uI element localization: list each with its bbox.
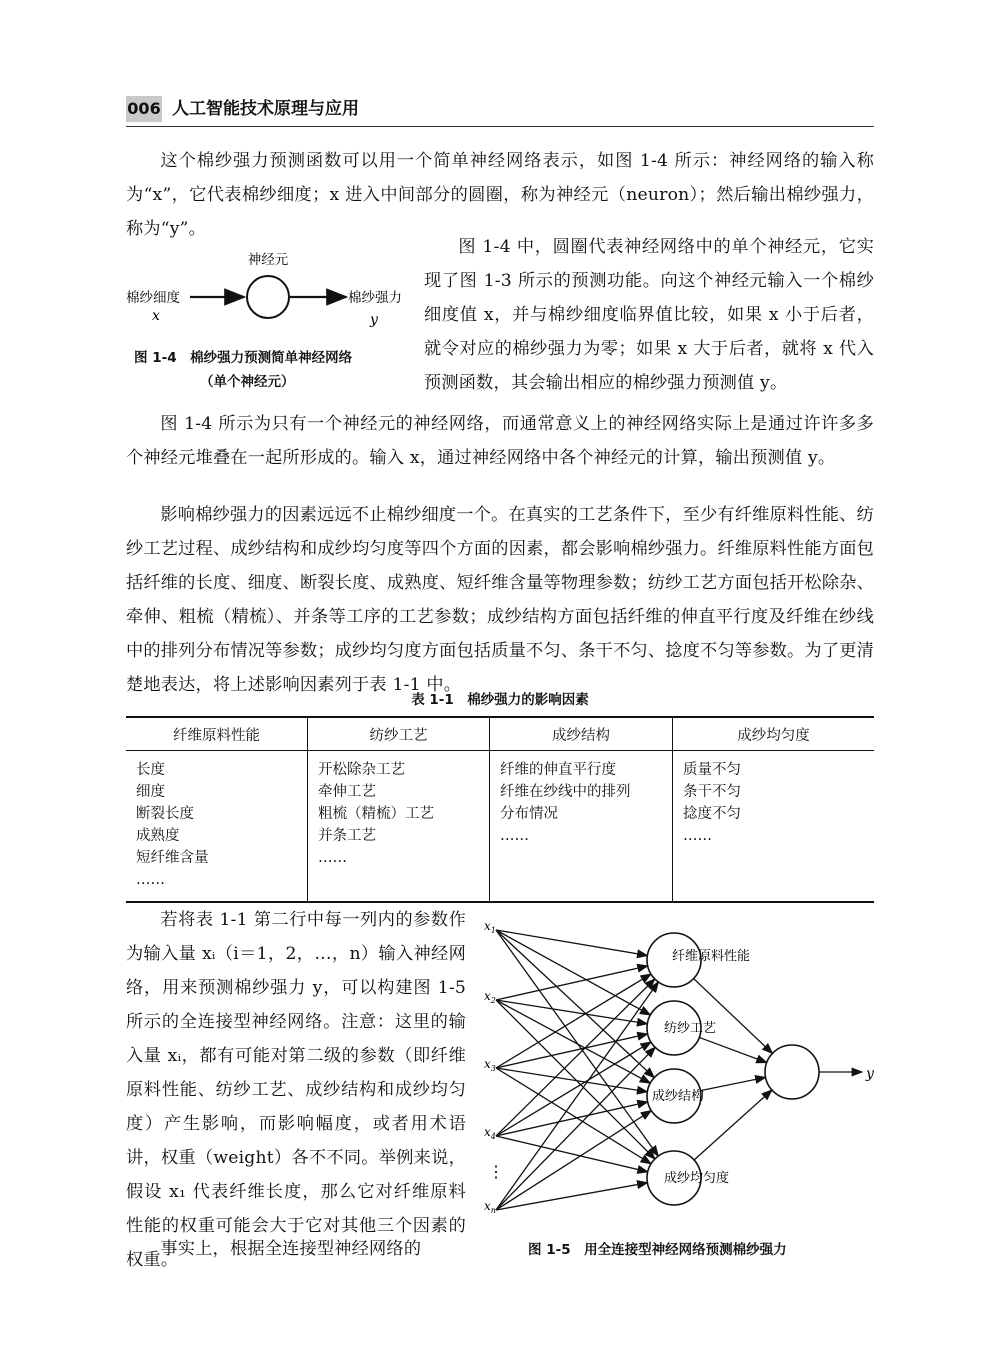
ellipsis-vertical: ⋮: [488, 1162, 504, 1181]
connection-line: [700, 1077, 765, 1090]
paragraph-6: 事实上，根据全连接型神经网络的: [160, 1239, 422, 1259]
connection-line: [496, 1111, 651, 1210]
list-item: 纤维的伸直平行度: [500, 762, 616, 778]
figure-1-4: [120, 242, 420, 352]
output-var: y: [370, 312, 378, 328]
table-header-cell: 纺纱工艺: [308, 717, 490, 751]
list-item: 牵伸工艺: [318, 784, 376, 800]
connection-line: [694, 1090, 772, 1160]
table-header-cell: 纤维原料性能: [126, 717, 308, 751]
figure-1-4-caption: 图 1-4 棉纱强力预测简单神经网络: [134, 350, 353, 366]
list-item: ……: [136, 872, 165, 888]
hidden-neuron-label: 纺纱工艺: [664, 1021, 717, 1036]
table-header-cell: 成纱均匀度: [673, 717, 875, 751]
connection-line: [496, 1000, 655, 1159]
input-label: $x_2$: [484, 989, 496, 1005]
output-neuron: [765, 1045, 819, 1099]
list-item: 条干不匀: [683, 784, 741, 800]
table-cell-col3: [490, 751, 673, 903]
table-row: [126, 751, 874, 903]
connection-line: [496, 1102, 648, 1136]
hidden-neurons: [647, 933, 750, 1205]
input-label: $x_1$: [484, 919, 496, 935]
paragraph-3: 图 1-4 所示为只有一个神经元的神经网络，而通常意义上的神经网络实际上是通过许许多多个神经元堆叠在一起所形成的。输入 x，通过神经网络中各个神经元的计算，输出预测值 y。: [126, 414, 874, 468]
table-header-cell: 成纱结构: [490, 717, 673, 751]
output-var: y: [866, 1066, 874, 1082]
paragraph-1: 这个棉纱强力预测函数可以用一个简单神经网络表示，如图 1-4 所示：神经网络的输入称为“x”，它代表棉纱细度；x 进入中间部分的圆圈，称为神经元（neuron）；然后输出棉纱强力，称为“y”。: [126, 151, 874, 239]
input-label: $x_n$: [484, 1199, 496, 1215]
list-item: 短纤维含量: [136, 850, 209, 866]
book-title: 人工智能技术原理与应用: [172, 99, 359, 119]
page-number: 006: [126, 96, 162, 122]
neuron-label: 神经元: [247, 252, 289, 268]
neuron-circle: [247, 276, 289, 318]
list-item: 捻度不匀: [683, 806, 741, 822]
table-cell-col2: [308, 751, 490, 903]
fully-connected-network-diagram: [474, 910, 884, 1230]
table-cell-col4: [673, 751, 875, 903]
figure-1-4-caption-sub: （单个神经元）: [200, 374, 295, 390]
table-1-1: [126, 716, 874, 903]
connection-line: [699, 1037, 766, 1062]
output-label: 棉纱强力: [348, 290, 402, 306]
connection-line: [496, 979, 655, 1136]
paragraph-2: 图 1-4 中，圆圈代表神经网络中的单个神经元，它实现了图 1-3 所示的预测功能。向这个神经元输入一个棉纱细度值 x，并与棉纱细度临界值比较，如果 x 小于后者，就令对应的棉纱强力为零；如果 x 大于后者，就将 x 代入预测函数，其会输出相应的棉纱强力预测值 y。: [424, 237, 874, 393]
paragraph-5: 若将表 1-1 第二行中每一列内的参数作为输入量 xᵢ（i＝1，2，…，n）输入神经网络，用来预测棉纱强力 y，可以构建图 1-5 所示的全连接型神经网络。注意：这里的输入量 xᵢ，都有可能对第二级的参数（即纤维原料性能、纺纱工艺、成纱结构和成纱均匀度）产生影响，而影响幅度，或者用术语讲，权重（weight）各不不同。举例来说，假设 x₁ 代表纤维长度，那么它对纤维原料性能的权重可能会大于它对其他三个因素的权重。: [126, 910, 466, 1270]
header-rule: [126, 126, 874, 127]
list-item: 粗梳（精梳）工艺: [318, 806, 434, 822]
list-item: 开松除杂工艺: [318, 762, 405, 778]
list-item: 并条工艺: [318, 828, 376, 844]
hidden-neuron-label: 纤维原料性能: [672, 949, 751, 964]
list-item: ……: [683, 828, 712, 844]
single-neuron-diagram: [120, 242, 420, 352]
hidden-neuron-label: 成纱均匀度: [664, 1171, 730, 1186]
list-item: 成熟度: [136, 828, 180, 844]
connection-lines: [496, 930, 772, 1210]
list-item: 长度: [136, 762, 165, 778]
hidden-neuron-label: 成纱结构: [652, 1089, 705, 1104]
list-item: 分布情况: [500, 806, 558, 822]
connection-line: [496, 1136, 648, 1172]
table-cell-col1: [126, 751, 308, 903]
list-item: 细度: [136, 784, 165, 800]
figure-1-5-caption: 图 1-5 用全连接型神经网络预测棉纱强力: [528, 1242, 787, 1258]
input-label: $x_4$: [484, 1125, 496, 1141]
connection-line: [496, 1068, 647, 1092]
list-item: 质量不匀: [683, 762, 741, 778]
list-item: ……: [500, 828, 529, 844]
list-item: ……: [318, 850, 347, 866]
input-label: $x_3$: [484, 1057, 496, 1073]
table-1-1-caption: 表 1-1 棉纱强力的影响因素: [411, 692, 589, 708]
paragraph-4: 影响棉纱强力的因素远远不止棉纱细度一个。在真实的工艺条件下，至少有纤维原料性能、纺纱工艺过程、成纱结构和成纱均匀度等四个方面的因素，都会影响棉纱强力。纤维原料性能方面包括纤维的长度、细度、断裂长度、成熟度、短纤维含量等物理参数；纺纱工艺方面包括开松除杂、牵伸、粗梳（精梳）、并条等工序的工艺参数；成纱结构方面包括纤维的伸直平行度及纤维在纱线中的排列分布情况等参数；成纱均匀度方面包括质量不匀、条干不匀、捻度不匀等参数。为了更清楚地表达，将上述影响因素列于表 1-1 中。: [126, 505, 874, 695]
connection-line: [496, 982, 658, 1210]
table-header-row: [126, 717, 874, 751]
input-label: 棉纱细度: [126, 290, 180, 306]
connection-line: [496, 1068, 651, 1164]
list-item: 断裂长度: [136, 806, 194, 822]
list-item: 纤维在纱线中的排列: [500, 784, 631, 800]
connection-line: [694, 979, 773, 1054]
input-var: x: [152, 308, 160, 324]
